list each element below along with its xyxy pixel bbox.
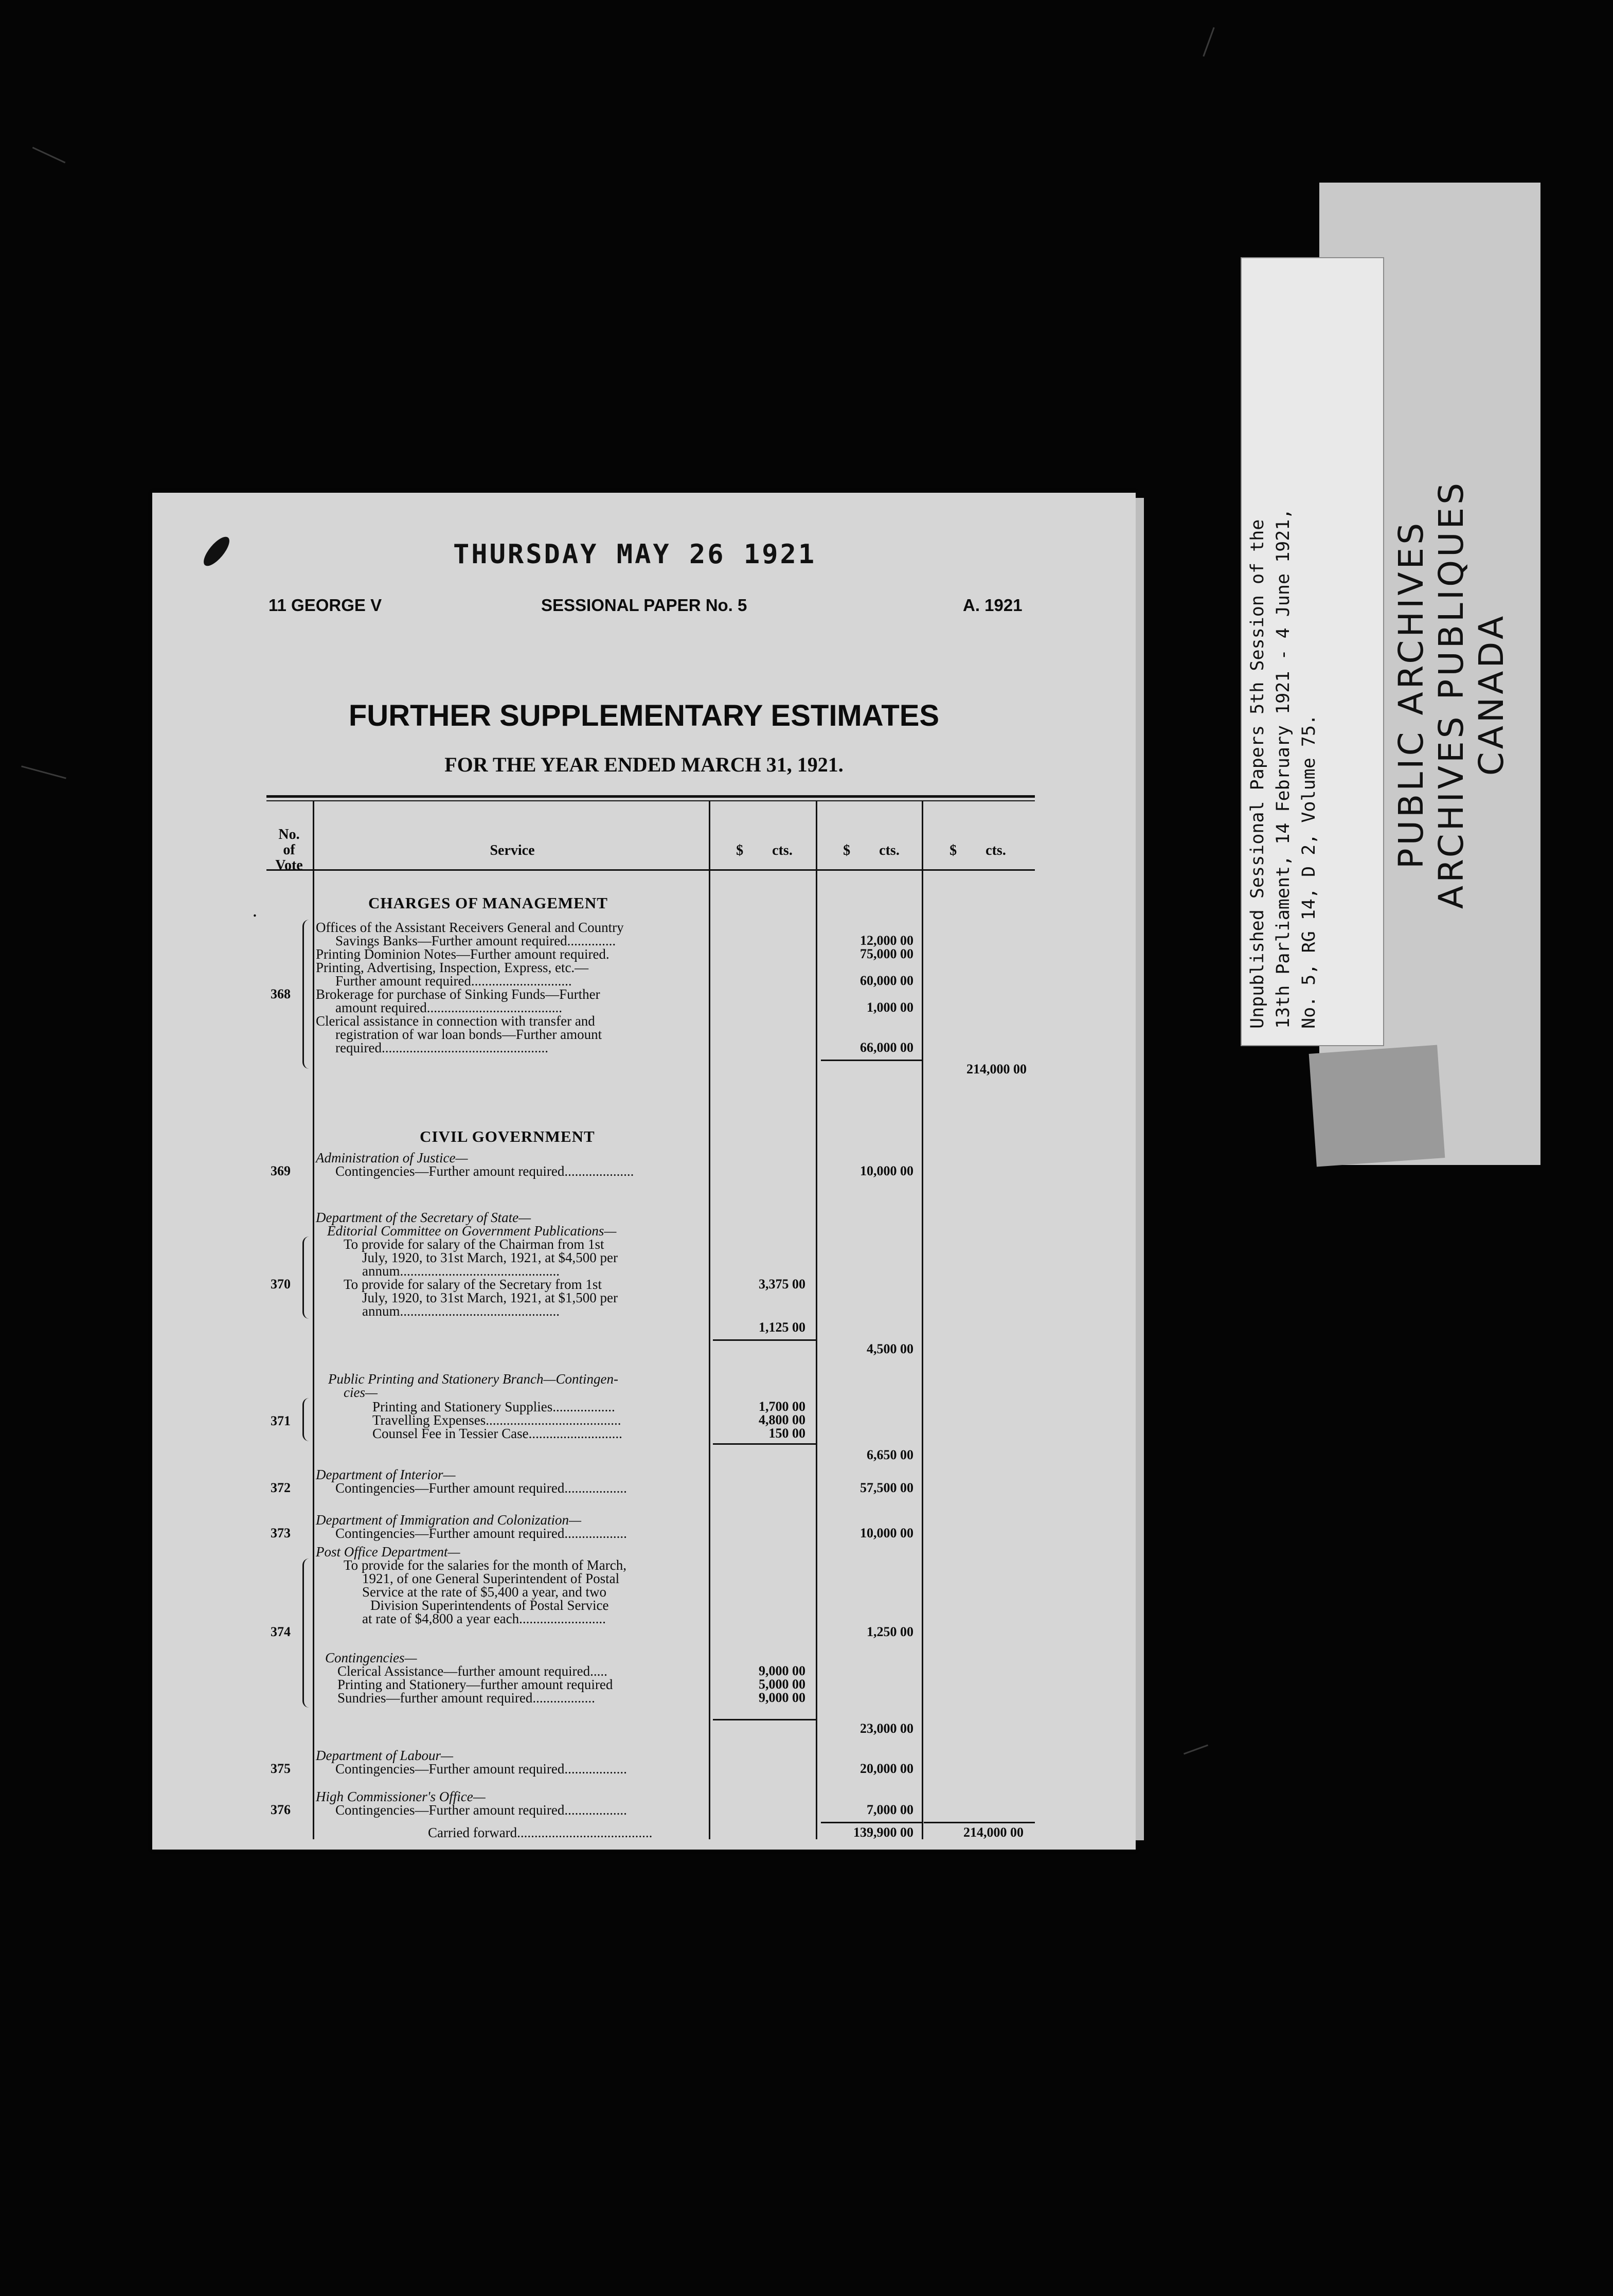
v368-line: Brokerage for purchase of Sinking Funds—Further: [316, 986, 600, 1002]
v376-amount: 7,000 00: [867, 1802, 913, 1817]
column-divider-vote: [313, 801, 314, 1839]
v371-total: 6,650 00: [867, 1447, 913, 1462]
v368-line: amount required.......................................: [335, 1000, 562, 1015]
v368-line: Savings Banks—Further amount required..............: [335, 933, 616, 948]
column-header-vote-line: No.: [278, 827, 300, 842]
brace-371: [302, 1398, 309, 1441]
v371-line: Printing and Stationery Supplies..................: [372, 1399, 615, 1414]
v368-amount: 12,000 00: [860, 933, 913, 948]
v370-line: To provide for salary of the Secretary from 1st: [344, 1277, 602, 1292]
carried-forward-col2: 139,900 00: [853, 1825, 913, 1840]
v370-amount: 3,375 00: [759, 1277, 805, 1292]
v374-total: 23,000 00: [860, 1721, 913, 1736]
margin-dot: .: [253, 904, 257, 920]
subtotal-rule: [821, 1822, 922, 1823]
v370-heading: Department of the Secretary of State—: [316, 1210, 531, 1225]
document-subtitle: FOR THE YEAR ENDED MARCH 31, 1921.: [444, 753, 844, 776]
document-title: FURTHER SUPPLEMENTARY ESTIMATES: [348, 699, 940, 732]
v371-line: Travelling Expenses.......................................: [372, 1412, 621, 1428]
header-reign: 11 GEORGE V: [268, 596, 382, 615]
v374-line: Division Superintendents of Postal Service: [370, 1598, 609, 1613]
v374-heading: Post Office Department—: [316, 1544, 460, 1559]
archive-catalog-line: Unpublished Sessional Papers 5th Session of the: [1247, 519, 1268, 1029]
v370-line: July, 1920, to 31st March, 1921, at $4,500 per: [362, 1250, 618, 1265]
table-top-rule: [266, 795, 1035, 798]
v368-amount: 66,000 00: [860, 1040, 913, 1055]
vote-number-373: 373: [271, 1526, 291, 1540]
document-page: [152, 493, 1136, 1850]
v373-heading: Department of Immigration and Colonization—: [316, 1512, 582, 1528]
vote-number-371: 371: [271, 1413, 291, 1428]
v370-line: annum..............................................: [362, 1263, 560, 1279]
v374-line: Sundries—further amount required..................: [337, 1690, 595, 1706]
v374-line: Service at the rate of $5,400 a year, and two: [362, 1584, 606, 1600]
carried-forward-col3: 214,000 00: [963, 1825, 1024, 1840]
vote-number-375: 375: [271, 1761, 291, 1776]
table-top-rule-thin: [266, 800, 1035, 801]
v368-line: Further amount required.............................: [335, 973, 572, 989]
v374-amount: 9,000 00: [759, 1690, 805, 1705]
v374-amount: 1,250 00: [867, 1624, 913, 1639]
v370-line: To provide for salary of the Chairman from 1st: [344, 1236, 604, 1252]
v368-line: required................................................: [335, 1040, 548, 1055]
v370-total: 4,500 00: [867, 1341, 913, 1356]
v374-line: Clerical Assistance—further amount required.....: [337, 1663, 607, 1679]
archives-stamp: [1391, 463, 1512, 926]
column-header-service: Service: [490, 842, 535, 858]
subtotal-rule: [713, 1719, 816, 1720]
vote-number-374: 374: [271, 1624, 291, 1639]
column-header-col1: $ cts.: [736, 842, 793, 858]
v369-amount: 10,000 00: [860, 1163, 913, 1178]
v370-line: annum..............................................: [362, 1303, 560, 1319]
v368-line: Printing, Advertising, Inspection, Express, etc.—: [316, 960, 589, 975]
brace-374: [302, 1558, 309, 1708]
film-scratch: [21, 765, 66, 779]
column-header-vote-line: of: [283, 842, 295, 858]
section-heading-management: CHARGES OF MANAGEMENT: [368, 894, 608, 912]
v374-amount: 5,000 00: [759, 1677, 805, 1692]
v375-heading: Department of Labour—: [316, 1748, 454, 1763]
column-divider-col1: [816, 801, 817, 1839]
film-scratch: [32, 147, 66, 163]
carried-forward-label: Carried forward.......................................: [428, 1825, 653, 1840]
v374-line: at rate of $4,800 a year each.........................: [362, 1611, 606, 1626]
v368-amount: 75,000 00: [860, 946, 913, 961]
column-divider-service: [709, 801, 710, 1839]
subtotal-rule: [713, 1443, 816, 1445]
column-header-vote: [268, 827, 310, 873]
column-divider-col2: [922, 801, 923, 1839]
column-header-col2: $ cts.: [843, 842, 900, 858]
page-edge: [1136, 498, 1144, 1840]
archive-catalog-line: No. 5, RG 14, D 2, Volume 75.: [1299, 714, 1319, 1029]
archives-stamp-line: ARCHIVES PUBLIQUES: [1431, 479, 1471, 909]
film-scratch: [1184, 1745, 1208, 1755]
v374-heading: Contingencies—: [325, 1650, 417, 1665]
v368-line: Clerical assistance in connection with transfer and: [316, 1013, 595, 1029]
v374-line: Printing and Stationery—further amount required: [337, 1677, 613, 1692]
v372-amount: 57,500 00: [860, 1480, 913, 1495]
v368-amount: 1,000 00: [867, 1000, 913, 1015]
vote-number-376: 376: [271, 1802, 291, 1817]
v371-heading: Public Printing and Stationery Branch—Contingen-: [328, 1371, 618, 1387]
vote-number-369: 369: [271, 1163, 291, 1178]
archives-stamp-line: CANADA: [1472, 613, 1511, 776]
v374-line: To provide for the salaries for the month of March,: [344, 1557, 626, 1573]
archives-stamp-line: PUBLIC ARCHIVES: [1391, 519, 1431, 869]
v368-line: Printing Dominion Notes—Further amount required.: [316, 946, 610, 962]
archive-catalog-line: 13th Parliament, 14 February 1921 - 4 June 1921,: [1273, 508, 1294, 1029]
v370-amount: 1,125 00: [759, 1320, 805, 1335]
vote-number-372: 372: [271, 1480, 291, 1495]
subtotal-rule: [924, 1822, 1035, 1823]
brace-370: [302, 1236, 309, 1319]
vote-number-370: 370: [271, 1277, 291, 1292]
v368-line: registration of war loan bonds—Further amount: [335, 1027, 602, 1042]
v368-total: 214,000 00: [966, 1062, 1027, 1077]
film-scratch: [1203, 27, 1214, 57]
column-header-vote-line: Vote: [275, 857, 303, 873]
ink-blot: [200, 533, 234, 570]
v373-amount: 10,000 00: [860, 1526, 913, 1540]
v369-heading: Administration of Justice—: [316, 1150, 468, 1165]
v369-line: Contingencies—Further amount required....................: [335, 1163, 634, 1179]
archive-catalog-text: [1245, 262, 1322, 1029]
v370-line: July, 1920, to 31st March, 1921, at $1,500 per: [362, 1290, 618, 1305]
v371-amount: 4,800 00: [759, 1412, 805, 1427]
v374-line: 1921, of one General Superintendent of Postal: [362, 1571, 620, 1586]
table-header-rule: [266, 869, 1035, 871]
vote-number-368: 368: [271, 986, 291, 1001]
header-year: A. 1921: [963, 596, 1023, 615]
column-header-col3: $ cts.: [949, 842, 1006, 858]
v372-heading: Department of Interior—: [316, 1467, 456, 1482]
v376-line: Contingencies—Further amount required..................: [335, 1802, 627, 1818]
archive-tape: [1309, 1045, 1445, 1167]
v368-amount: 60,000 00: [860, 973, 913, 988]
brace-368: [302, 920, 309, 1069]
v371-line: Counsel Fee in Tessier Case...........................: [372, 1426, 622, 1441]
v368-line: Offices of the Assistant Receivers General and Country: [316, 920, 624, 935]
v371-heading: cies—: [344, 1385, 378, 1400]
v376-heading: High Commissioner's Office—: [316, 1789, 486, 1804]
subtotal-rule: [713, 1339, 816, 1341]
v374-amount: 9,000 00: [759, 1663, 805, 1678]
v375-line: Contingencies—Further amount required..................: [335, 1761, 627, 1777]
v371-amount: 150 00: [768, 1426, 805, 1441]
section-heading-civil: CIVIL GOVERNMENT: [420, 1127, 595, 1145]
v373-line: Contingencies—Further amount required..................: [335, 1526, 627, 1541]
v370-heading: Editorial Committee on Government Publications—: [327, 1223, 617, 1239]
header-paper-number: SESSIONAL PAPER No. 5: [541, 596, 747, 615]
v371-amount: 1,700 00: [759, 1399, 805, 1414]
subtotal-rule: [821, 1060, 922, 1061]
date-stamp: THURSDAY MAY 26 1921: [453, 539, 817, 570]
v375-amount: 20,000 00: [860, 1761, 913, 1776]
v372-line: Contingencies—Further amount required..................: [335, 1480, 627, 1496]
